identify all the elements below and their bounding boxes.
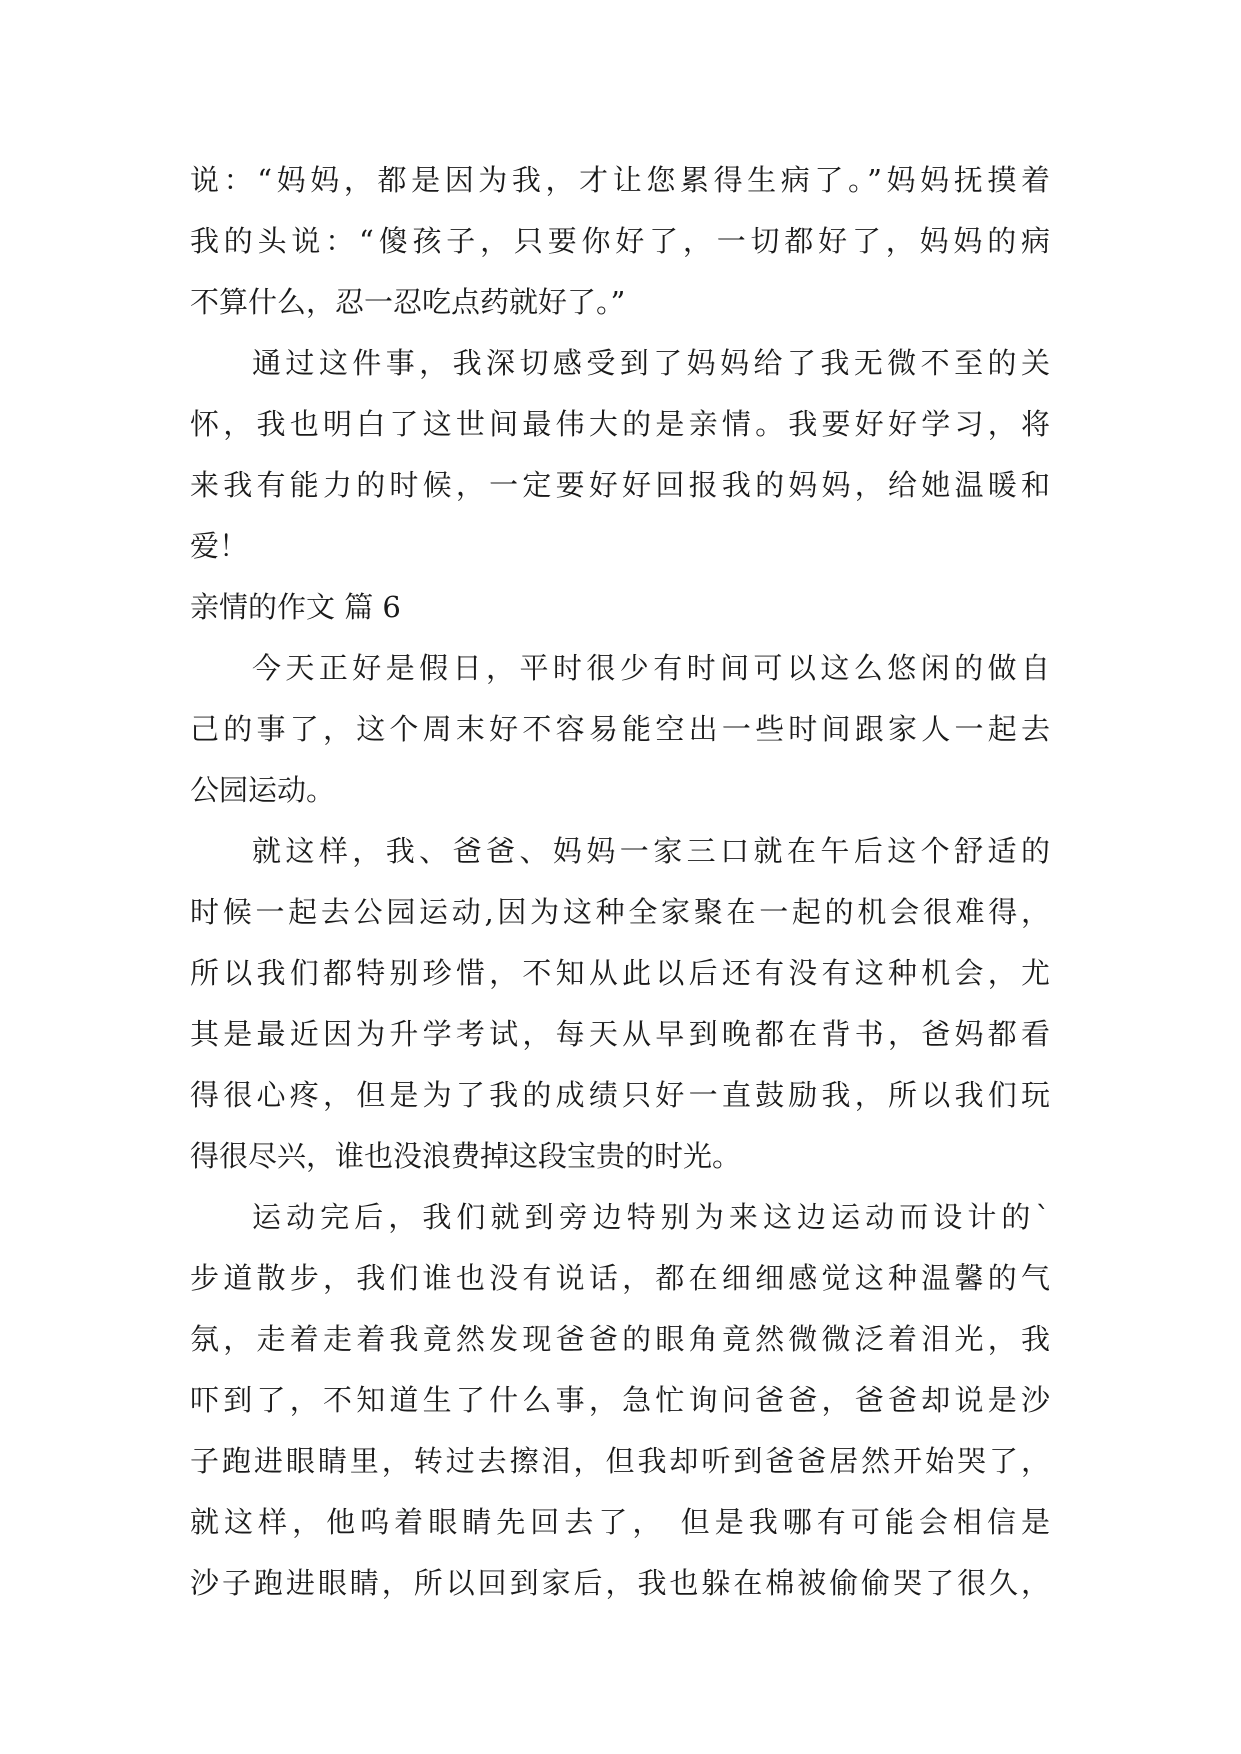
text-line: 吓到了，不知道生了什么事，急忙询问爸爸，爸爸却说是沙 <box>190 1383 1050 1417</box>
text-line: 时候一起去公园运动,因为这种全家聚在一起的机会很难得， <box>190 895 1050 929</box>
text-line: 氛，走着走着我竟然发现爸爸的眼角竟然微微泛着泪光，我 <box>190 1322 1050 1356</box>
text-line: 步道散步，我们谁也没有说话，都在细细感觉这种温馨的气 <box>190 1261 1050 1295</box>
paragraph <box>190 638 1050 821</box>
text-line: 沙子跑进眼睛，所以回到家后，我也躲在棉被偷偷哭了很久， <box>190 1566 1050 1600</box>
paragraph <box>190 333 1050 577</box>
text-line: 得很心疼，但是为了我的成绩只好一直鼓励我，所以我们玩 <box>190 1078 1050 1112</box>
paragraph <box>190 821 1050 1187</box>
text-line: 就这样，他呜着眼睛先回去了， 但是我哪有可能会相信是 <box>190 1505 1050 1539</box>
paragraph <box>190 1187 1050 1614</box>
text-line: 子跑进眼睛里，转过去擦泪，但我却听到爸爸居然开始哭了， <box>190 1444 1050 1478</box>
section-heading: 亲情的作文 篇 6 <box>190 590 401 624</box>
document-body <box>190 150 1050 1614</box>
text-line: 通过这件事，我深切感受到了妈妈给了我无微不至的关 <box>252 346 1050 380</box>
text-line: 其是最近因为升学考试，每天从早到晚都在背书，爸妈都看 <box>190 1017 1050 1051</box>
text-line: 得很尽兴，谁也没浪费掉这段宝贵的时光。 <box>190 1139 742 1173</box>
text-line: 所以我们都特别珍惜，不知从此以后还有没有这种机会，尤 <box>190 956 1050 990</box>
text-line: 今天正好是假日，平时很少有时间可以这么悠闲的做自 <box>252 651 1050 685</box>
text-line: 怀，我也明白了这世间最伟大的是亲情。我要好好学习，将 <box>190 407 1050 441</box>
text-line: 不算什么，忍一忍吃点药就好了。” <box>190 285 626 319</box>
text-line: 来我有能力的时候，一定要好好回报我的妈妈，给她温暖和 <box>190 468 1050 502</box>
text-line: 己的事了，这个周末好不容易能空出一些时间跟家人一起去 <box>190 712 1050 746</box>
text-line: 公园运动。 <box>190 773 336 807</box>
text-line: 运动完后，我们就到旁边特别为来这边运动而设计的` <box>252 1200 1050 1234</box>
text-line: 说：“妈妈，都是因为我，才让您累得生病了。”妈妈抚摸着 <box>190 163 1050 197</box>
text-line: 就这样，我、爸爸、妈妈一家三口就在午后这个舒适的 <box>252 834 1050 868</box>
text-line: 爱！ <box>190 529 249 563</box>
text-line: 我的头说：“傻孩子，只要你好了，一切都好了，妈妈的病 <box>190 224 1050 258</box>
paragraph <box>190 150 1050 333</box>
